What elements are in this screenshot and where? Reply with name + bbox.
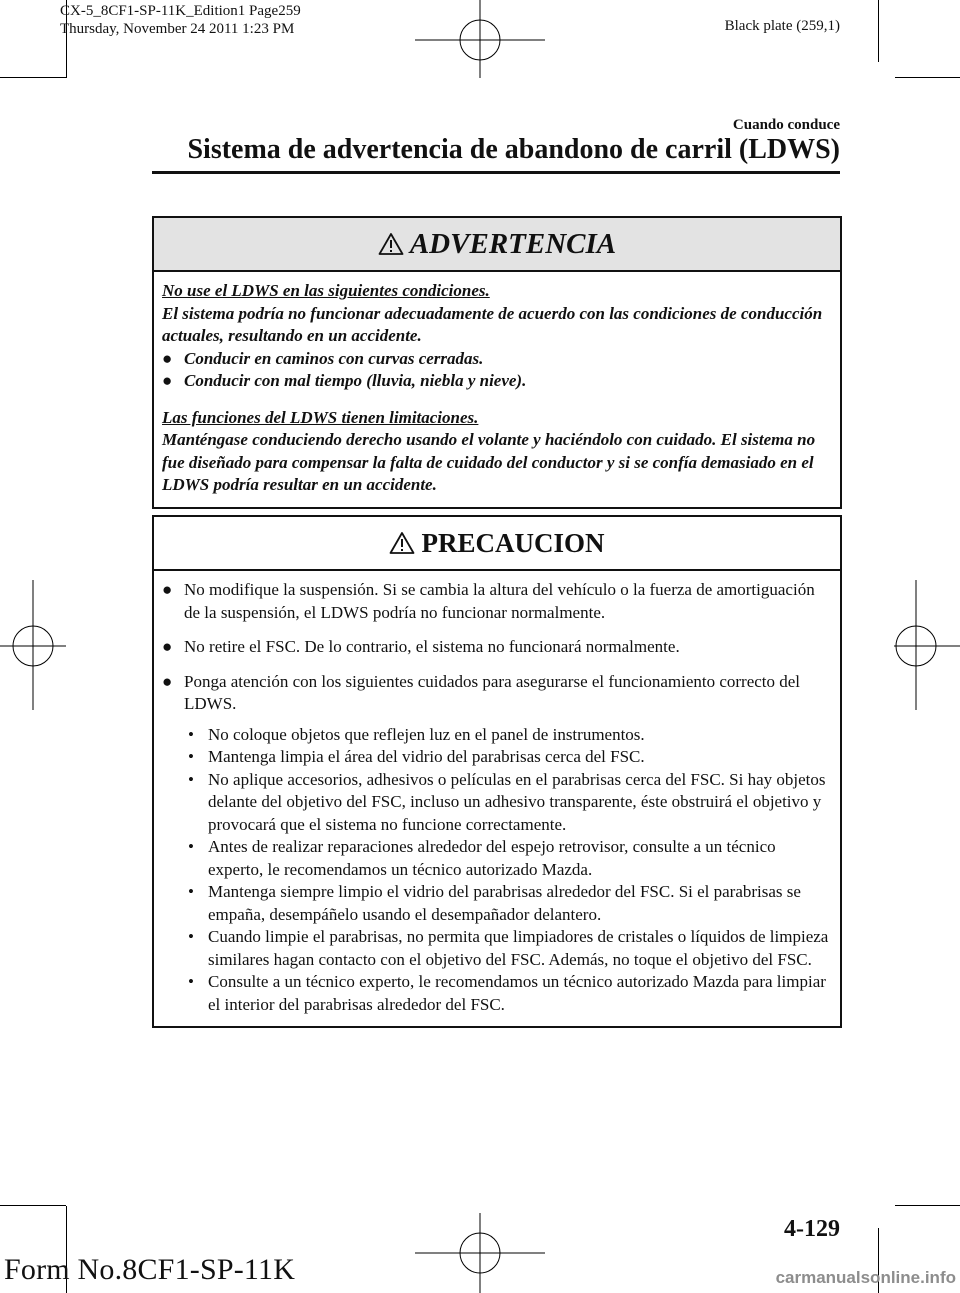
sub-bullet-icon: • — [188, 769, 194, 789]
sub-list-item: • No coloque objetos que reflejen luz en el panel de instrumentos. — [184, 724, 830, 747]
warning-triangle-icon — [378, 232, 404, 256]
title-rule — [152, 171, 840, 174]
warning-box — [152, 216, 842, 509]
warning-header — [154, 218, 840, 272]
bullet-icon: ● — [162, 580, 173, 599]
registration-mark-bottom — [415, 1213, 545, 1293]
registration-mark-right — [894, 580, 960, 710]
sub-bullet-icon: • — [188, 724, 194, 744]
sub-bullet-icon: • — [188, 837, 194, 856]
sub-list-item: • Consulte a un técnico experto, le recomendamos un técnico autorizado Mazda para limpiar el interior del parabrisas alrededor del FSC. — [184, 971, 830, 1016]
sub-list-item: • Mantenga limpia el área del vidrio del parabrisas cerca del FSC. — [184, 746, 830, 769]
sub-list-item: • Mantenga siempre limpio el vidrio del parabrisas alrededor del FSC. Si el parabrisas se empaña, desempáñelo usando el desempañador delantero. — [184, 881, 830, 926]
list-item: ● Ponga atención con los siguientes cuidados para asegurarse el funcionamiento correcto del LDWS. — [162, 671, 830, 716]
warning-subheading-1: No use el LDWS en las siguientes condiciones. — [162, 281, 490, 300]
file-line: CX-5_8CF1-SP-11K_Edition1 Page259 — [60, 3, 301, 19]
caution-heading: PRECAUCION — [421, 527, 605, 558]
list-item: ● No modifique la suspensión. Si se cambia la altura del vehículo o la fuerza de amortiguación de la suspensión, el LDWS podría no funcionar normalmente. — [162, 579, 830, 624]
sub-list-item: • Antes de realizar reparaciones alrededor del espejo retrovisor, consulte a un técnico experto, le recomendamos un técnico autorizado Mazda. — [184, 836, 830, 881]
sub-bullet-icon: • — [188, 972, 194, 991]
date-line: Thursday, November 24 2011 1:23 PM — [60, 21, 295, 37]
sub-bullet-icon: • — [188, 927, 194, 946]
sub-list-item: • No aplique accesorios, adhesivos o películas en el parabrisas cerca del FSC. Si hay objetos delante del objetivo del FSC, incluso un adhesivo transparente, éste obstruirá el objetivo y provocará que el sistema no funcione correctamente. — [184, 769, 830, 837]
bullet-icon: ● — [162, 671, 173, 691]
sub-bullet-icon: • — [188, 747, 194, 766]
registration-mark-top — [415, 0, 545, 80]
registration-mark-left — [0, 580, 66, 710]
caution-box — [152, 515, 842, 1028]
bullet-icon: ● — [162, 371, 173, 390]
form-number: Form No.8CF1-SP-11K — [4, 1253, 296, 1286]
warning-body — [154, 272, 840, 507]
warning-subheading-2: Las funciones del LDWS tienen limitaciones. — [162, 407, 479, 427]
page-number: 4-129 — [784, 1216, 840, 1242]
plate-label: Black plate (259,1) — [724, 18, 840, 34]
section-label: Cuando conduce — [732, 117, 840, 133]
caution-body — [154, 571, 840, 1026]
list-item: ● Conducir en caminos con curvas cerradas. — [162, 348, 830, 371]
sub-bullet-icon: • — [188, 882, 194, 901]
caution-triangle-icon — [389, 531, 415, 555]
sub-list-item: • Cuando limpie el parabrisas, no permita que limpiadores de cristales o líquidos de limpieza similares hagan contacto con el objetivo del FSC. Además, no toque el objetivo del FSC. — [184, 926, 830, 971]
print-metadata — [60, 2, 301, 38]
warning-heading: ADVERTENCIA — [409, 227, 617, 260]
caution-header — [154, 517, 840, 571]
list-item: ● Conducir con mal tiempo (lluvia, niebla y nieve). — [162, 370, 830, 393]
warning-paragraph-1: El sistema podría no funcionar adecuadamente de acuerdo con las condiciones de conducción actuales, resultando en un accidente. — [162, 303, 823, 345]
watermark: carmanualsonline.info — [775, 1268, 956, 1287]
bullet-icon: ● — [162, 348, 173, 368]
bullet-icon: ● — [162, 637, 173, 656]
warning-paragraph-2: Manténgase conduciendo derecho usando el volante y haciéndolo con cuidado. El sistema no fue diseñado para compensar la falta de cuidado del conductor y si se confía demasiado en el LDWS podría resultar en un accidente. — [162, 430, 816, 494]
list-item: ● No retire el FSC. De lo contrario, el sistema no funcionará normalmente. — [162, 636, 830, 659]
page-title: Sistema de advertencia de abandono de carril (LDWS) — [187, 134, 840, 165]
